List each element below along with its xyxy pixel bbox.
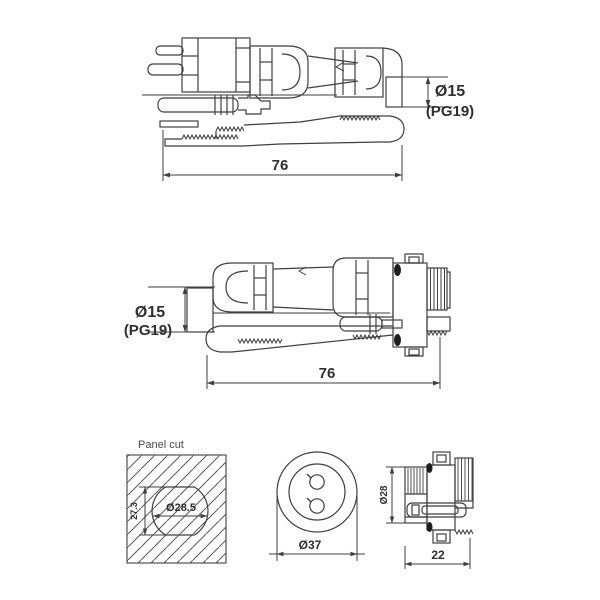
socket-cable-thread-dim: (PG19) (123, 322, 173, 339)
receptacle-side-view (378, 422, 508, 582)
pin-hole (310, 499, 324, 513)
plug-cable-diameter-dim: Ø15 (434, 83, 466, 100)
pin-contact (148, 64, 183, 75)
socket-side-view (120, 225, 470, 410)
panel-cut-title: Panel cut (138, 439, 184, 451)
plug-body-linework (142, 38, 404, 146)
o-ring-seal (427, 463, 433, 473)
cable-entry-stub (187, 288, 213, 332)
plug-cable-thread-dim: (PG19) (425, 103, 475, 120)
pin-contact (156, 46, 183, 55)
pin-hole (310, 475, 324, 489)
plug-side-view (140, 18, 480, 208)
socket-length-dim: 76 (318, 365, 336, 382)
o-ring-seal (394, 264, 401, 276)
o-ring-seal (394, 334, 401, 346)
plug-length-dim: 76 (271, 157, 289, 174)
panel-cut-linework (127, 455, 226, 563)
cable-entry-stub (386, 77, 402, 107)
front-face-dimensions (269, 496, 365, 561)
receptacle-dimensions (379, 467, 470, 569)
receptacle-diameter-dim: Ø28 (379, 485, 390, 505)
panel-cut-view (115, 430, 240, 580)
front-outer-diameter-dim: Ø37 (298, 538, 322, 552)
insert-circle (289, 464, 345, 520)
o-ring-seal (427, 522, 433, 532)
socket-body-linework (187, 254, 450, 356)
receptacle-linework (405, 452, 473, 543)
receptacle-depth-dim: 22 (431, 548, 445, 562)
socket-cable-diameter-dim: Ø15 (134, 304, 166, 321)
front-face-linework (277, 452, 357, 532)
panel-hole-diameter-dim: Ø28.5 (166, 502, 196, 514)
panel-flat-height-dim: 27.3 (129, 502, 139, 520)
front-face-view (250, 430, 385, 580)
